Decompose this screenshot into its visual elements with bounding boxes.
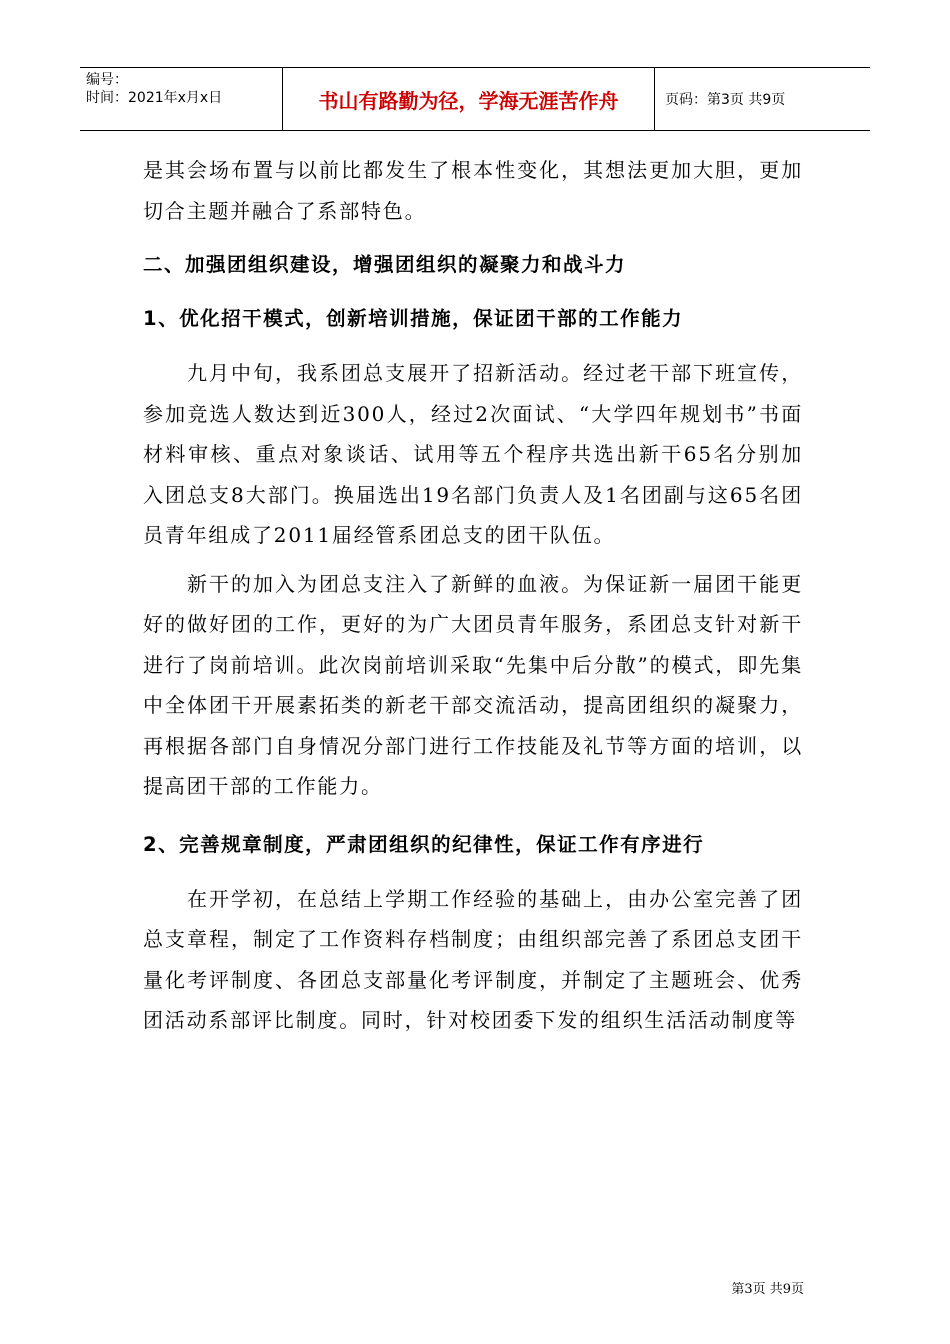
- subsection-heading: 2、完善规章制度，严肃团组织的纪律性，保证工作有序进行: [143, 832, 705, 856]
- page-header: [80, 67, 870, 131]
- subsection-heading: 1、优化招干模式，创新培训措施，保证团干部的工作能力: [143, 307, 684, 330]
- header-motto: 书山有路勤为径，学海无涯苦作舟: [282, 68, 655, 130]
- body-paragraph: 是其会场布置与以前比都发生了根本性变化，其想法更加大胆，更加切合主题并融合了系部特色。: [143, 158, 803, 223]
- document-number-label: 编号：: [86, 72, 128, 88]
- page-footer: 第3页 共9页: [731, 1282, 804, 1297]
- section-heading: 二、加强团组织建设，增强团组织的凝聚力和战斗力: [143, 253, 627, 276]
- body-paragraph: 新干的加入为团总支注入了新鲜的血液。为保证新一届团干能更好的做好团的工作，更好的为广大团员青年服务，系团总支针对新干进行了岗前培训。此次岗前培训采取“先集中后分散”的模式，即先集中全体团干开展素拓类的新老干部交流活动，提高团组织的凝聚力，再根据各部门自身情况分部门进行工作技能及礼节等方面的培训，以提高团干部的工作能力。: [143, 571, 803, 798]
- document-time-label: 时间：2021年x月x日: [86, 90, 223, 106]
- body-paragraph: 在开学初，在总结上学期工作经验的基础上，由办公室完善了团总支章程，制定了工作资料存档制度；由组织部完善了系团总支团干量化考评制度、各团总支部量化考评制度，并制定了主题班会、优秀团活动系部评比制度。同时，针对校团委下发的组织生活活动制度等: [143, 886, 803, 1032]
- document-body: [143, 150, 803, 1041]
- header-meta: [80, 68, 282, 130]
- body-paragraph: 九月中旬，我系团总支展开了招新活动。经过老干部下班宣传，参加竞选人数达到近300人，经过2次面试、“大学四年规划书”书面材料审核、重点对象谈话、试用等五个程序共选出新干65名分别加入团总支8大部门。换届选出19名部门负责人及1名团副与这65名团员青年组成了2011届经管系团总支的团干队伍。: [143, 361, 803, 547]
- header-page-number: 页码：第3页 共9页: [665, 92, 786, 108]
